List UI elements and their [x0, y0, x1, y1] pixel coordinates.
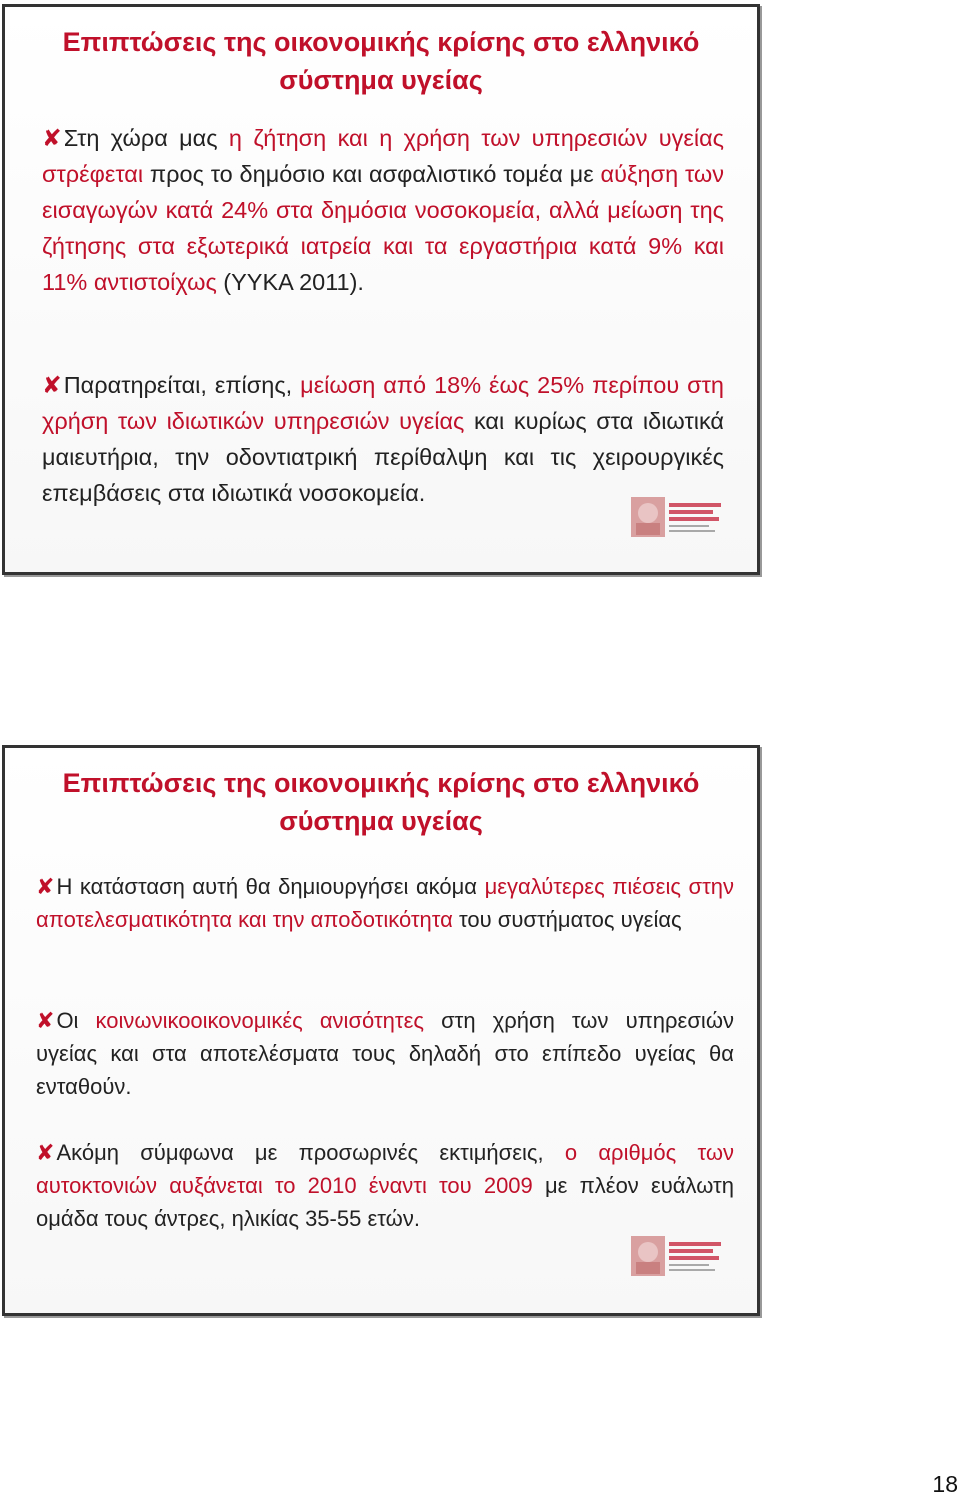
- x-mark-icon: ✘: [36, 1140, 55, 1165]
- slide-1: [2, 4, 760, 575]
- school-logo-icon: [631, 497, 723, 537]
- bullet-highlight: ο αριθμός των αυτοκτονιών αυξάνεται το 2010 έναντι του 2009: [36, 1140, 735, 1198]
- slide-2-title-line-1: Επιπτώσεις της οικονομικής κρίσης στο ελληνικό: [62, 768, 700, 798]
- slide-1-title: [35, 23, 727, 99]
- slide-1-title-line-2: σύστημα υγείας: [279, 65, 483, 95]
- bullet-text: προς το δημόσιο και ασφαλιστικό τομέα με: [143, 161, 601, 187]
- bullet-text: Παρατηρείται, επίσης,: [63, 372, 301, 398]
- bullet-text: (ΥΥΚΑ 2011).: [216, 269, 364, 295]
- bullet-text: Ακόμη σύμφωνα με προσωρινές εκτιμήσεις,: [56, 1140, 565, 1165]
- bullet-highlight: μεγαλύτερες πιέσεις στην αποτελεσματικότητα και την αποδοτικότητα: [36, 874, 734, 932]
- bullet-text: Οι: [56, 1008, 96, 1033]
- bullet-text: και κυρίως στα ιδιωτικά μαιευτήρια, την οδοντιατρική περίθαλψη και τις χειρουργικές επεμβάσεις στα ιδιωτικά νοσοκομεία.: [42, 408, 724, 506]
- school-logo-icon: [631, 1236, 723, 1276]
- slide-2-bullet-2: [36, 1004, 734, 1103]
- bullet-text: στη χρήση των υπηρεσιών υγείας και στα αποτελέσματα τους δηλαδή στο επίπεδο υγείας θα ενταθούν.: [36, 1008, 734, 1099]
- bullet-highlight: κοινωνικοοικονομικές ανισότητες: [95, 1008, 424, 1033]
- x-mark-icon: ✘: [42, 125, 62, 151]
- x-mark-icon: ✘: [36, 1008, 55, 1033]
- bullet-text: του συστήματος υγείας: [452, 907, 682, 932]
- slide-1-bullet-1: [42, 120, 724, 300]
- bullet-highlight: μείωση από 18% έως 25% περίπου στη χρήση των ιδιωτικών υπηρεσιών υγείας: [42, 372, 724, 434]
- x-mark-icon: ✘: [42, 372, 62, 398]
- bullet-highlight: η ζήτηση και η χρήση των υπηρεσιών υγείας στρέφεται: [42, 125, 724, 187]
- slide-2-title-line-2: σύστημα υγείας: [279, 806, 483, 836]
- slide-2-title: [35, 764, 727, 840]
- bullet-text: με πλέον ευάλωτη ομάδα τους άντρες, ηλικίας 35-55 ετών.: [36, 1173, 734, 1231]
- slide-2: [2, 745, 760, 1316]
- slide-2-bullet-1: [36, 870, 734, 936]
- bullet-highlight: αύξηση των εισαγωγών κατά 24% στα δημόσια νοσοκομεία, αλλά μείωση της ζήτησης στα εξωτερικά ιατρεία και τα εργαστήρια κατά 9% και 11% αντιστοίχως: [42, 161, 724, 295]
- slide-1-title-line-1: Επιπτώσεις της οικονομικής κρίσης στο ελληνικό: [62, 27, 700, 57]
- page-number: 18: [932, 1471, 958, 1497]
- bullet-text: Στη χώρα μας: [63, 125, 229, 151]
- slide-1-bullet-2: [42, 367, 724, 511]
- bullet-text: Η κατάσταση αυτή θα δημιουργήσει ακόμα: [56, 874, 485, 899]
- slide-2-bullet-3: [36, 1136, 734, 1235]
- x-mark-icon: ✘: [36, 874, 55, 899]
